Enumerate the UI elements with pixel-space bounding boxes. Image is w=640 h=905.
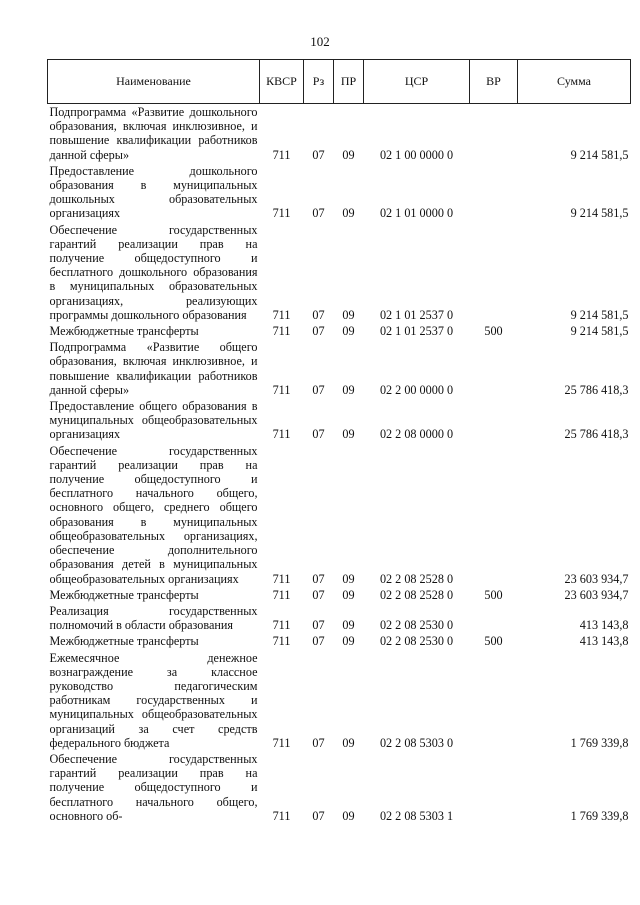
header-vr: ВР — [470, 60, 518, 104]
row-rz: 07 — [312, 808, 325, 823]
row-kvsr: 711 — [272, 618, 291, 633]
page-number: 102 — [310, 34, 330, 49]
table-row — [48, 398, 631, 443]
row-vr — [470, 222, 518, 323]
row-csr: 02 2 08 5303 0 — [379, 735, 454, 750]
row-sum: 23 603 934,7 — [564, 587, 629, 602]
row-name: Ежемесячное денежное вознаграждение за классное руководство педагогическим работникам государственных и муниципальных общеобразовательных организаций за счет средств федерального бюджета — [49, 650, 258, 750]
row-pr: 09 — [342, 324, 355, 339]
row-csr: 02 2 08 2528 0 — [379, 587, 454, 602]
row-pr: 09 — [342, 571, 355, 586]
budget-table — [47, 59, 631, 824]
row-rz: 07 — [312, 634, 325, 649]
row-vr — [470, 650, 518, 751]
row-sum: 25 786 418,3 — [564, 427, 629, 442]
row-pr: 09 — [342, 634, 355, 649]
row-kvsr: 711 — [272, 587, 291, 602]
row-sum: 1 769 339,8 — [570, 735, 629, 750]
row-name: Обеспечение государственных гарантий реализации прав на получение общедоступного и бесплатного начального общего, основного об- — [49, 751, 258, 823]
row-vr — [470, 603, 518, 633]
row-kvsr: 711 — [272, 808, 291, 823]
row-vr — [470, 751, 518, 824]
table-row — [48, 587, 631, 603]
row-sum: 25 786 418,3 — [564, 382, 629, 397]
row-kvsr: 711 — [272, 382, 291, 397]
row-pr: 09 — [342, 206, 355, 221]
row-rz: 07 — [312, 324, 325, 339]
row-rz: 07 — [312, 382, 325, 397]
row-rz: 07 — [312, 735, 325, 750]
row-pr: 09 — [342, 618, 355, 633]
row-csr: 02 2 08 0000 0 — [379, 427, 454, 442]
row-kvsr: 711 — [272, 324, 291, 339]
row-pr: 09 — [342, 427, 355, 442]
row-kvsr: 711 — [272, 147, 291, 162]
table-row — [48, 751, 631, 824]
header-csr: ЦСР — [364, 60, 470, 104]
row-csr: 02 1 01 2537 0 — [379, 324, 454, 339]
row-sum: 413 143,8 — [579, 634, 629, 649]
table-row — [48, 633, 631, 649]
table-row — [48, 323, 631, 339]
row-name: Обеспечение государственных гарантий реализации прав на получение общедоступного и бесплатного дошкольного образования в муниципальных образовательных организациях, реализующих программы дошкольного образования — [49, 222, 258, 322]
row-kvsr: 711 — [272, 307, 291, 322]
row-csr: 02 1 01 2537 0 — [379, 307, 454, 322]
row-kvsr: 711 — [272, 427, 291, 442]
row-vr — [470, 339, 518, 398]
row-rz: 07 — [312, 571, 325, 586]
row-vr — [470, 104, 518, 163]
row-kvsr: 711 — [272, 206, 291, 221]
table-row — [48, 163, 631, 222]
row-csr: 02 2 08 2530 0 — [379, 618, 454, 633]
table-row — [48, 443, 631, 587]
row-rz: 07 — [312, 427, 325, 442]
row-rz: 07 — [312, 618, 325, 633]
row-kvsr: 711 — [272, 634, 291, 649]
row-pr: 09 — [342, 735, 355, 750]
row-pr: 09 — [342, 382, 355, 397]
row-csr: 02 2 08 2528 0 — [379, 571, 454, 586]
row-csr: 02 2 00 0000 0 — [379, 382, 454, 397]
table-row — [48, 650, 631, 751]
row-name: Межбюджетные трансферты — [49, 324, 199, 339]
row-rz: 07 — [312, 307, 325, 322]
header-kvsr: КВСР — [260, 60, 304, 104]
header-name: Наименование — [48, 60, 260, 104]
row-sum: 23 603 934,7 — [564, 571, 629, 586]
row-vr: 500 — [484, 634, 503, 649]
row-sum: 413 143,8 — [579, 618, 629, 633]
row-kvsr: 711 — [272, 571, 291, 586]
row-sum: 9 214 581,5 — [570, 206, 629, 221]
row-vr — [470, 163, 518, 222]
row-name: Межбюджетные трансферты — [49, 587, 199, 602]
header-pr: ПР — [334, 60, 364, 104]
row-csr: 02 2 08 2530 0 — [379, 634, 454, 649]
row-name: Подпрограмма «Развитие дошкольного образования, включая инклюзивное, и повышение квалификации работников данной сферы» — [49, 105, 258, 162]
row-name: Подпрограмма «Развитие общего образования, включая инклюзивное, и повышение квалификации работников данной сферы» — [49, 340, 258, 397]
row-csr: 02 1 00 0000 0 — [379, 147, 454, 162]
header-sum: Сумма — [518, 60, 631, 104]
row-vr: 500 — [484, 324, 503, 339]
row-sum: 9 214 581,5 — [570, 147, 629, 162]
row-pr: 09 — [342, 808, 355, 823]
row-name: Реализация государственных полномочий в области образования — [49, 603, 258, 633]
row-rz: 07 — [312, 587, 325, 602]
header-rz: Рз — [304, 60, 334, 104]
row-rz: 07 — [312, 147, 325, 162]
table-row — [48, 339, 631, 398]
table-row — [48, 603, 631, 633]
row-pr: 09 — [342, 587, 355, 602]
row-name: Обеспечение государственных гарантий реализации прав на получение общедоступного и бесплатного начального общего, основного общего, среднего общего образования в муниципальных общеобразовательных организациях, обеспечение дополнительного образования детей в муниципальных общеобразовательных организациях — [49, 443, 258, 586]
row-csr: 02 2 08 5303 1 — [379, 808, 454, 823]
row-csr: 02 1 01 0000 0 — [379, 206, 454, 221]
row-rz: 07 — [312, 206, 325, 221]
row-name: Межбюджетные трансферты — [49, 634, 199, 649]
row-kvsr: 711 — [272, 735, 291, 750]
row-sum: 1 769 339,8 — [570, 808, 629, 823]
row-vr — [470, 443, 518, 587]
row-vr — [470, 398, 518, 443]
table-row — [48, 222, 631, 323]
table-row — [48, 104, 631, 163]
row-sum: 9 214 581,5 — [570, 307, 629, 322]
row-pr: 09 — [342, 147, 355, 162]
row-name: Предоставление дошкольного образования в муниципальных дошкольных образовательных организациях — [49, 163, 258, 221]
row-name: Предоставление общего образования в муниципальных общеобразовательных организациях — [49, 399, 258, 442]
row-pr: 09 — [342, 307, 355, 322]
row-vr: 500 — [484, 587, 503, 602]
table-header-row — [48, 60, 631, 104]
row-sum: 9 214 581,5 — [570, 324, 629, 339]
